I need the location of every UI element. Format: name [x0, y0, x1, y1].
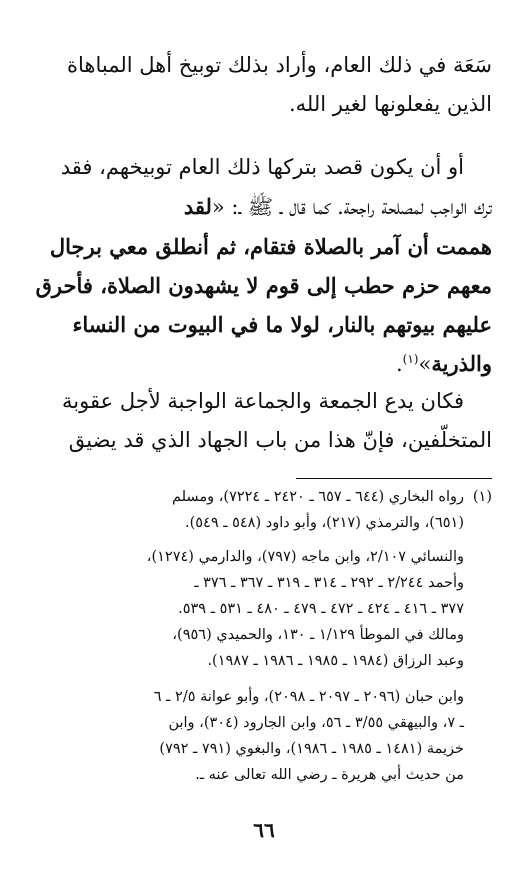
footnote-2-line-1: والنسائي ٢/١٠٧، وابن ماجه (٧٩٧)، والدارمي (١٢٧٤)،: [146, 549, 464, 565]
footnote-1-part-2: [36, 544, 492, 622]
footnote-4-line-3: خزيمة (١٤٨١ ـ ١٩٨٥ ـ ١٩٨٦)، والبغوي (٧٩١ ـ ٧٩٢): [159, 741, 464, 757]
footnote-3-line-2: وعبد الرزاق (١٩٨٤ ـ ١٩٨٥ ـ ١٩٨٦ ـ ١٩٨٧).: [207, 653, 464, 669]
paragraph-2: [36, 148, 492, 384]
paragraph-2-line-1: أو أن يكون قصد بتركها ذلك العام توبيخهم، فقد: [60, 155, 464, 179]
paragraph-3-line-1: فكان يدع الجمعة والجماعة الواجبة لأجل عقوبة: [62, 389, 464, 413]
footnote-4-line-4: من حديث أبي هريرة ـ رضي الله تعالى عنه ـ.: [195, 767, 464, 783]
hadith-quote-line-5: عليهم بيوتهم بالنار، لولا ما في البيوت من النساء: [72, 312, 492, 337]
footnote-1-line-1: [36, 484, 492, 510]
footnote-1-part-3: [36, 622, 492, 674]
paragraph-1-line-2: الذين يفعلونها لغير الله.: [288, 92, 492, 116]
hadith-quote-start: لقد: [183, 194, 212, 219]
footnote-divider: [296, 478, 492, 479]
footnote-2-line-3: ٣٧٧ ـ ٤١٦ ـ ٤٢٤ ـ ٤٧٢ ـ ٤٧٩ ـ ٤٨٠ ـ ٥٣١ ـ ٥٣٩.: [178, 601, 464, 617]
hadith-quote-line-4: معهم حزم حطب إلى قوم لا يشهدون الصلاة، فأحرق: [36, 273, 492, 298]
page-number: ٦٦: [253, 818, 275, 842]
footnote-1-line-1-text: رواه البخاري (٦٤٤ ـ ٦٥٧ ـ ٢٤٢٠ ـ ٧٢٢٤)، ومسلم: [171, 489, 464, 505]
footnote-1-part-4: [36, 684, 492, 788]
sentence-end-period: .: [395, 352, 403, 376]
footnote-1-part-1: [36, 484, 492, 536]
paragraph-3-line-2: المتخلّفين، فإنّ هذا من باب الجهاد الذي قد يضيق: [68, 428, 492, 452]
footnote-3-line-1: ومالك في الموطأ ١/١٢٩ ـ ١٣٠، والحميدي (٩٥٦)،: [172, 627, 464, 643]
footnote-4-line-1: وابن حبان (٢٠٩٦ ـ ٢٠٩٧ ـ ٢٠٩٨)، وأبو عوانة ٢/٥ ـ ٦: [153, 689, 464, 705]
quote-close-mark: »: [418, 352, 432, 376]
hadith-quote-end: والذرية: [431, 351, 492, 376]
paragraph-1-line-1: سَعَة في ذلك العام، وأراد بذلك توبيخ أهل المباهاة: [66, 53, 492, 77]
paragraph-2-line-6: [36, 344, 492, 384]
footnote-marker: (١): [402, 352, 419, 366]
paragraph-3: [36, 382, 492, 460]
footnote-2-line-2: وأحمد ٢/٢٤٤ ـ ٢٩٢ ـ ٣١٤ ـ ٣١٩ ـ ٣٦٧ ـ ٣٧٦ ـ: [194, 575, 464, 591]
hadith-quote-line-3: هممت أن آمر بالصلاة فتقام، ثم أنطلق معي برجال: [49, 234, 492, 259]
paragraph-2-line-2-plain: ترك الواجب لمصلحة راجحة. كما قال ـ ﷺ ـ: «: [211, 195, 492, 219]
footnote-1-line-2: (٦٥١)، والترمذي (٢١٧)، وأبو داود (٥٤٨ ـ ٥٤٩).: [184, 515, 464, 531]
paragraph-1: [36, 46, 492, 124]
footnote-4-line-2: ـ ٧، والبيهقي ٣/٥٥ ـ ٥٦، وابن الجارود (٣٠٤)، وابن: [168, 715, 464, 731]
paragraph-2-line-2: [36, 187, 492, 227]
footnote-number: (١): [472, 489, 492, 505]
